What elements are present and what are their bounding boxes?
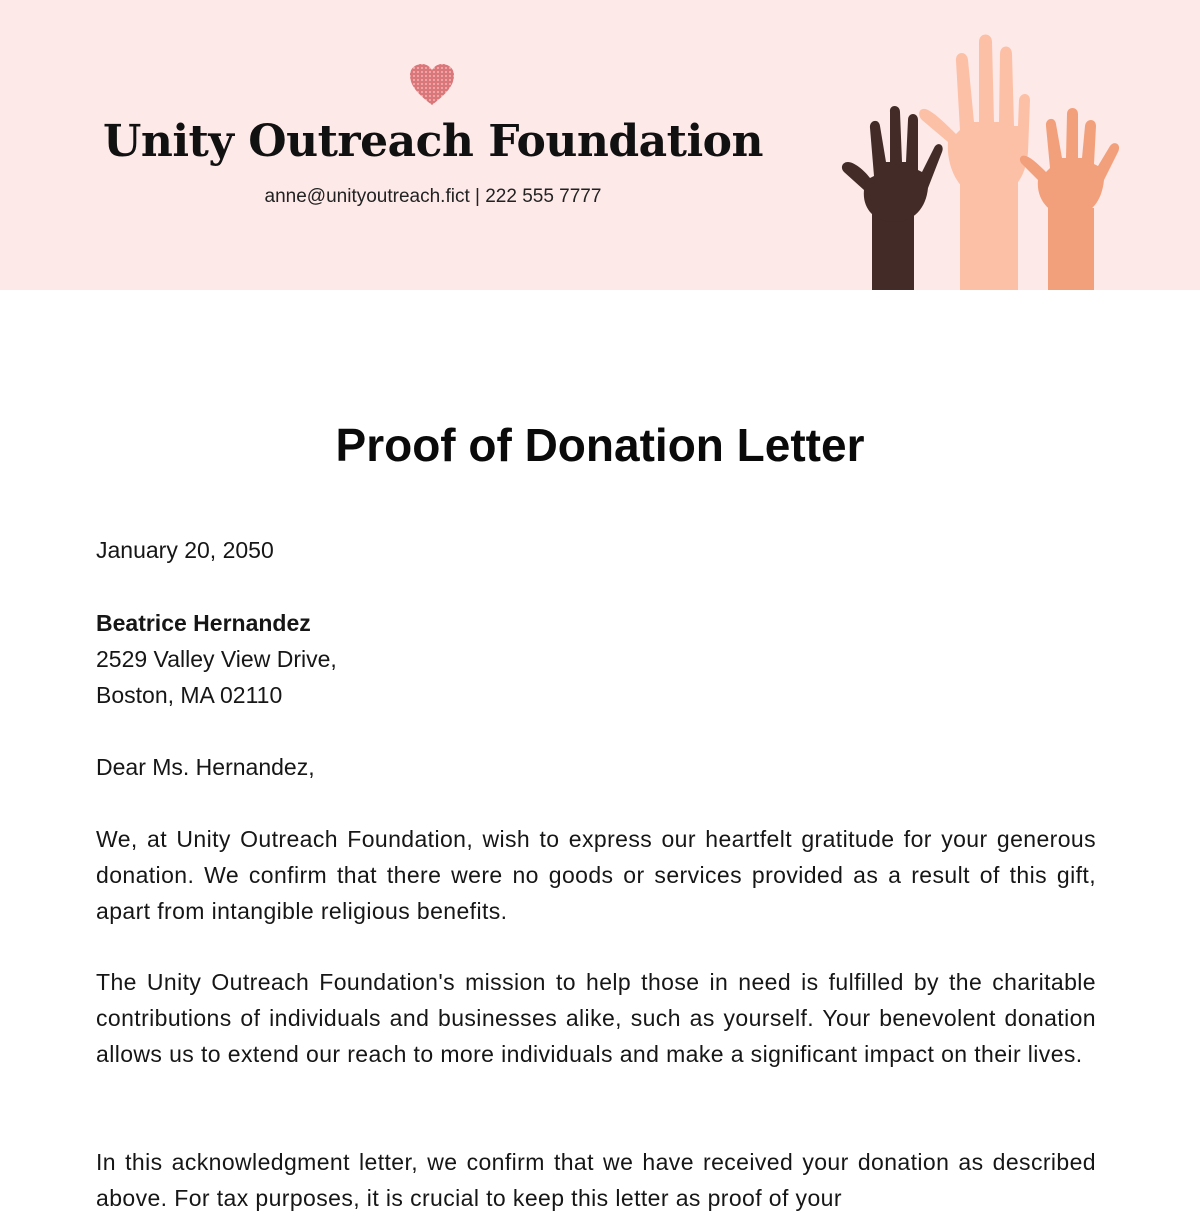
recipient-address-line1: 2529 Valley View Drive, xyxy=(96,646,337,672)
body-paragraph-3: In this acknowledgment letter, we confirm that we have received your donation as described above. For tax purposes, it is crucial to keep this letter as proof of your xyxy=(96,1149,1096,1211)
heart-icon xyxy=(408,62,456,106)
organization-name: Unity Outreach Foundation xyxy=(102,116,764,167)
dark-hand xyxy=(842,106,943,290)
contact-info: anne@unityoutreach.fict | 222 555 7777 xyxy=(264,186,602,207)
letterhead-banner xyxy=(0,0,1200,290)
body-paragraph-1: We, at Unity Outreach Foundation, wish to express our heartfelt gratitude for your generous donation. We confirm that there were no goods or services provided as a result of this gift, apart from intangible religious benefits. xyxy=(96,826,1096,924)
raised-hands-illustration xyxy=(836,30,1132,290)
letter-title: Proof of Donation Letter xyxy=(335,419,865,471)
salutation: Dear Ms. Hernandez, xyxy=(96,754,315,780)
letter-date: January 20, 2050 xyxy=(96,537,274,563)
recipient-name: Beatrice Hernandez xyxy=(96,610,311,636)
peach-hand xyxy=(1020,108,1119,290)
recipient-block xyxy=(96,605,1096,713)
recipient-address-line2: Boston, MA 02110 xyxy=(96,682,283,708)
body-paragraph-2: The Unity Outreach Foundation's mission to help those in need is fulfilled by the charitable contributions of individuals and businesses alike, such as yourself. Your benevolent donation allows us to extend our reach to more individuals and make a significant impact on their lives. xyxy=(96,969,1096,1067)
